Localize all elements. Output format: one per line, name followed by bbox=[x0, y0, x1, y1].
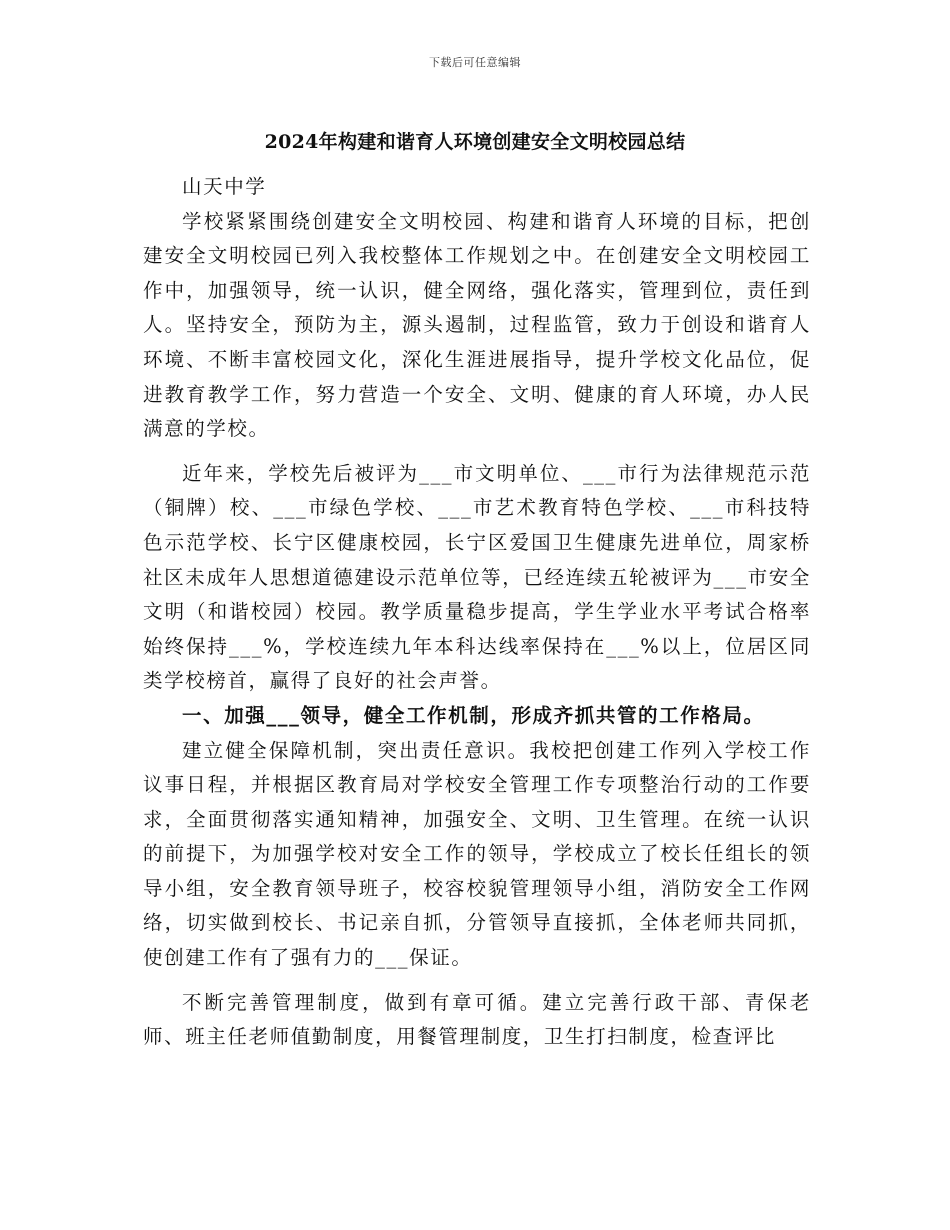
document-body bbox=[143, 170, 811, 1055]
paragraph: 学校紧紧围绕创建安全文明校园、构建和谐育人环境的目标，把创建安全文明校园已列入我校整体工作规划之中。在创建安全文明校园工作中，加强领导，统一认识，健全网络，强化落实，管理到位，责任到人。坚持安全，预防为主，源头遏制，过程监管，致力于创设和谐育人环境、不断丰富校园文化，深化生涯进展指导，提升学校文化品位，促进教育教学工作，努力营造一个安全、文明、健康的育人环境，办人民满意的学校。 bbox=[143, 209, 811, 441]
section-heading: 一、加强___领导，健全工作机制，形成齐抓共管的工作格局。 bbox=[182, 703, 765, 727]
author-line: 山天中学 bbox=[182, 175, 267, 198]
paragraph: 建立健全保障机制，突出责任意识。我校把创建工作列入学校工作议事日程，并根据区教育局对学校安全管理工作专项整治行动的工作要求，全面贯彻落实通知精神，加强安全、文明、卫生管理。在统一认识的前提下，为加强学校对安全工作的领导，学校成立了校长任组长的领导小组，安全教育领导班子，校容校貌管理领导小组，消防安全工作网络，切实做到校长、书记亲自抓，分管领导直接抓，全体老师共同抓，使创建工作有了强有力的___保证。 bbox=[143, 738, 811, 970]
paragraph: 近年来，学校先后被评为___市文明单位、___市行为法律规范示范（铜牌）校、___市绿色学校、___市艺术教育特色学校、___市科技特色示范学校、长宁区健康校园，长宁区爱国卫生健康先进单位，周家桥社区未成年人思想道德建设示范单位等，已经连续五轮被评为___市安全文明（和谐校园）校园。教学质量稳步提高，学生学业水平考试合格率始终保持___%，学校连续九年本科达线率保持在___%以上，位居区同类学校榜首，赢得了良好的社会声誉。 bbox=[143, 461, 811, 693]
paragraph: 不断完善管理制度，做到有章可循。建立完善行政干部、青保老师、班主任老师值勤制度，用餐管理制度，卫生打扫制度，检查评比 bbox=[143, 990, 811, 1049]
header-note: 下载后可任意编辑 bbox=[429, 56, 521, 69]
document-title: 2024年构建和谐育人环境创建安全文明校园总结 bbox=[264, 131, 686, 153]
